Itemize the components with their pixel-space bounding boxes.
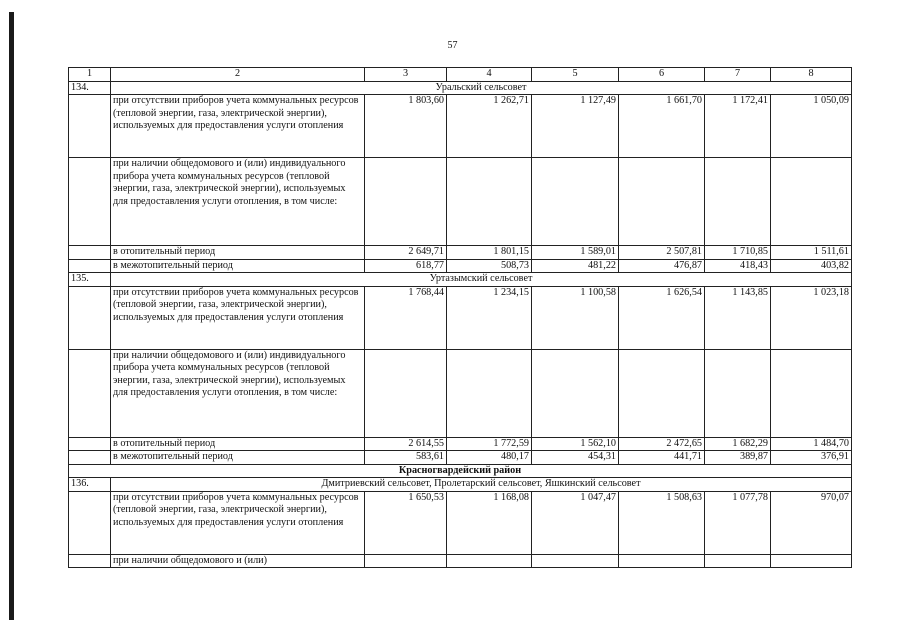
table-row (69, 259, 852, 273)
value-cell (705, 349, 771, 437)
section-number: 134. (69, 81, 111, 95)
value-cell (532, 158, 619, 246)
value-cell: 1 661,70 (619, 95, 705, 158)
section-number: 136. (69, 478, 111, 492)
value-cell: 1 768,44 (365, 286, 447, 349)
table-header-row (69, 68, 852, 82)
row-number-cell (69, 451, 111, 465)
value-cell (447, 554, 532, 568)
value-cell (771, 554, 852, 568)
value-cell: 418,43 (705, 259, 771, 273)
section-136-title-row (69, 478, 852, 492)
row-number-cell (69, 95, 111, 158)
column-header: 8 (771, 68, 852, 82)
value-cell: 1 589,01 (532, 246, 619, 260)
value-cell: 1 803,60 (365, 95, 447, 158)
section-title: Дмитриевский сельсовет, Пролетарский сельсовет, Яшкинский сельсовет (111, 478, 852, 492)
section-number: 135. (69, 273, 111, 287)
value-cell: 1 626,54 (619, 286, 705, 349)
table-row (69, 246, 852, 260)
value-cell: 2 472,65 (619, 437, 705, 451)
value-cell: 1 508,63 (619, 491, 705, 554)
value-cell: 376,91 (771, 451, 852, 465)
column-header: 7 (705, 68, 771, 82)
value-cell (619, 554, 705, 568)
value-cell: 1 650,53 (365, 491, 447, 554)
row-description: при отсутствии приборов учета коммунальных ресурсов (тепловой энергии, газа, электрической энергии), используемых для предоставления услуги отопления (111, 491, 365, 554)
value-cell: 1 143,85 (705, 286, 771, 349)
value-cell: 1 772,59 (447, 437, 532, 451)
row-number-cell (69, 349, 111, 437)
value-cell: 508,73 (447, 259, 532, 273)
section-0-title-row (69, 81, 852, 95)
value-cell: 1 172,41 (705, 95, 771, 158)
table-row (69, 491, 852, 554)
value-cell (365, 349, 447, 437)
column-header: 1 (69, 68, 111, 82)
value-cell: 1 023,18 (771, 286, 852, 349)
value-cell: 1 511,61 (771, 246, 852, 260)
value-cell: 1 100,58 (532, 286, 619, 349)
value-cell: 1 562,10 (532, 437, 619, 451)
value-cell: 2 649,71 (365, 246, 447, 260)
row-description: при наличии общедомового и (или) (111, 554, 365, 568)
row-description: при отсутствии приборов учета коммунальных ресурсов (тепловой энергии, газа, электрической энергии), используемых для предоставления услуги отопления (111, 286, 365, 349)
value-cell (365, 554, 447, 568)
table-row (69, 437, 852, 451)
value-cell: 1 710,85 (705, 246, 771, 260)
table-row (69, 349, 852, 437)
district-row (69, 464, 852, 478)
column-header: 4 (447, 68, 532, 82)
value-cell: 441,71 (619, 451, 705, 465)
binding-edge (9, 12, 14, 620)
value-cell: 1 484,70 (771, 437, 852, 451)
row-number-cell (69, 259, 111, 273)
value-cell (705, 554, 771, 568)
column-header: 3 (365, 68, 447, 82)
value-cell: 1 801,15 (447, 246, 532, 260)
row-number-cell (69, 286, 111, 349)
value-cell: 389,87 (705, 451, 771, 465)
row-description: при наличии общедомового и (или) индивидуального прибора учета коммунальных ресурсов (тепловой энергии, газа, электрической энергии), используемых для предоставления услуги отопления, в том числе: (111, 349, 365, 437)
page-number: 57 (447, 40, 458, 51)
value-cell (447, 158, 532, 246)
value-cell: 2 614,55 (365, 437, 447, 451)
value-cell (771, 158, 852, 246)
value-cell: 1 047,47 (532, 491, 619, 554)
row-number-cell (69, 437, 111, 451)
value-cell: 1 127,49 (532, 95, 619, 158)
section-1-title-row (69, 273, 852, 287)
value-cell: 1 168,08 (447, 491, 532, 554)
value-cell (365, 158, 447, 246)
table-row (69, 554, 852, 568)
data-table (68, 67, 852, 568)
district-title: Красногвардейский район (69, 464, 852, 478)
value-cell: 583,61 (365, 451, 447, 465)
value-cell (447, 349, 532, 437)
value-cell: 481,22 (532, 259, 619, 273)
value-cell: 480,17 (447, 451, 532, 465)
table-row (69, 158, 852, 246)
value-cell (619, 158, 705, 246)
row-number-cell (69, 491, 111, 554)
value-cell: 618,77 (365, 259, 447, 273)
value-cell: 1 682,29 (705, 437, 771, 451)
row-description: в межотопительный период (111, 259, 365, 273)
table-row (69, 451, 852, 465)
value-cell (771, 349, 852, 437)
section-title: Уральский сельсовет (111, 81, 852, 95)
row-number-cell (69, 158, 111, 246)
value-cell: 476,87 (619, 259, 705, 273)
row-description: в отопительный период (111, 246, 365, 260)
value-cell: 1 262,71 (447, 95, 532, 158)
row-description: в отопительный период (111, 437, 365, 451)
table-row (69, 286, 852, 349)
value-cell (705, 158, 771, 246)
value-cell: 454,31 (532, 451, 619, 465)
value-cell (619, 349, 705, 437)
column-header: 2 (111, 68, 365, 82)
value-cell: 1 050,09 (771, 95, 852, 158)
column-header: 6 (619, 68, 705, 82)
column-header: 5 (532, 68, 619, 82)
row-description: при наличии общедомового и (или) индивидуального прибора учета коммунальных ресурсов (тепловой энергии, газа, электрической энергии), используемых для предоставления услуги отопления, в том числе: (111, 158, 365, 246)
value-cell: 403,82 (771, 259, 852, 273)
row-description: в межотопительный период (111, 451, 365, 465)
value-cell (532, 554, 619, 568)
value-cell (532, 349, 619, 437)
value-cell: 2 507,81 (619, 246, 705, 260)
value-cell: 1 077,78 (705, 491, 771, 554)
row-number-cell (69, 554, 111, 568)
value-cell: 1 234,15 (447, 286, 532, 349)
row-description: при отсутствии приборов учета коммунальных ресурсов (тепловой энергии, газа, электрической энергии), используемых для предоставления услуги отопления (111, 95, 365, 158)
row-number-cell (69, 246, 111, 260)
value-cell: 970,07 (771, 491, 852, 554)
table-row (69, 95, 852, 158)
section-title: Уртазымский сельсовет (111, 273, 852, 287)
